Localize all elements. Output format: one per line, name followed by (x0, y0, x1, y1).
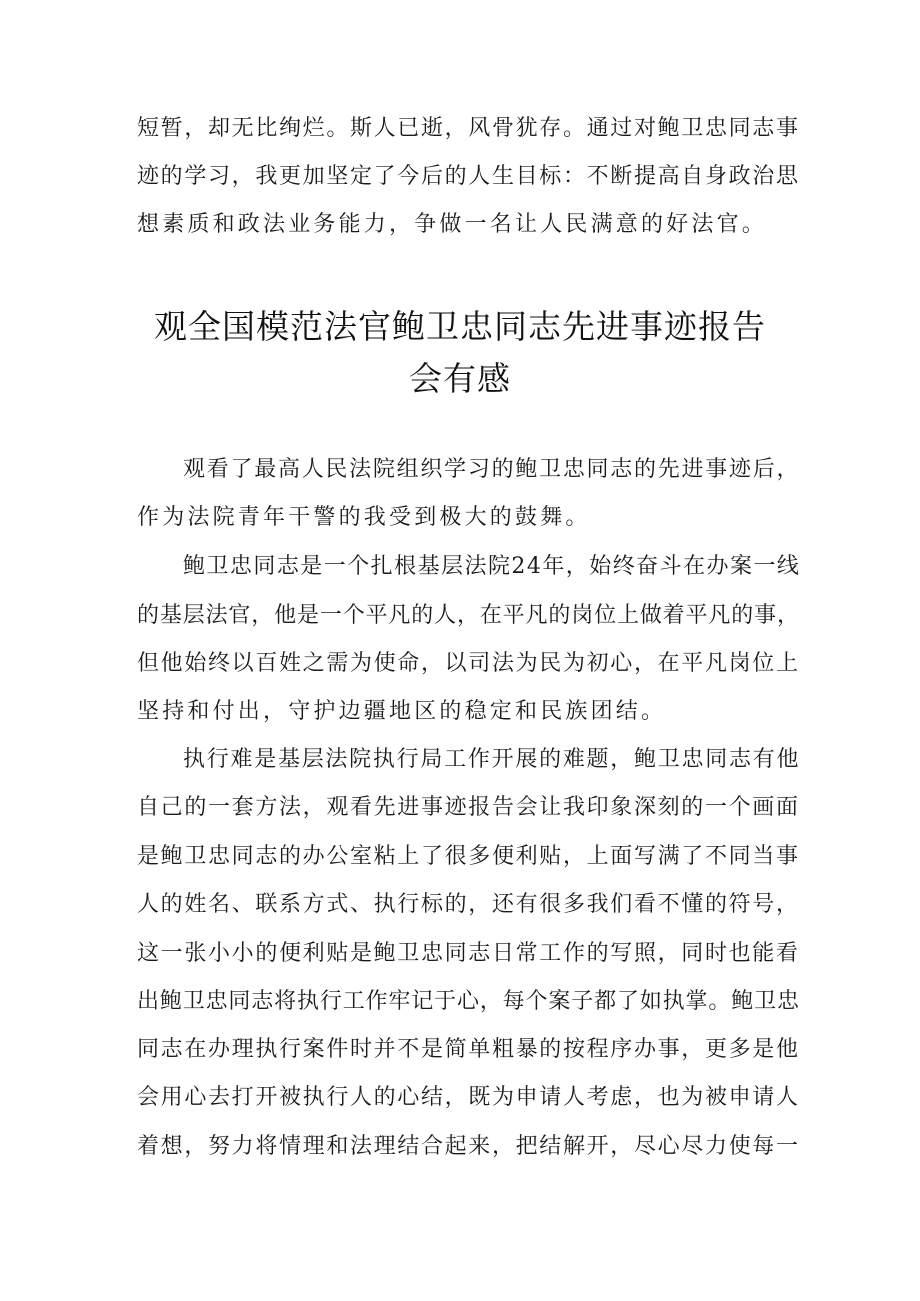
text-line: 作为法院青年干警的我受到极大的鼓舞。 (137, 505, 591, 530)
text-line: 鲍卫忠同志是一个扎根基层法院24年，始终奋斗在办案一线 (183, 554, 801, 579)
text-line: 坚持和付出，守护边疆地区的稳定和民族团结。 (137, 699, 667, 724)
text-line: 同志在办理执行案件时并不是简单粗暴的按程序办事，更多是他 (137, 1037, 800, 1062)
text-line: 这一张小小的便利贴是鲍卫忠同志日常工作的写照，同时也能看 (137, 941, 800, 966)
text-line: 想素质和政法业务能力，争做一名让人民满意的好法官。 (137, 212, 768, 237)
text-line: 自己的一套方法，观看先进事迹报告会让我印象深刻的一个画面 (137, 795, 800, 820)
text-line: 的基层法官，他是一个平凡的人，在平凡的岗位上做着平凡的事， (137, 603, 800, 628)
text-line: 出鲍卫忠同志将执行工作牢记于心，每个案子都了如执掌。鲍卫忠 (137, 989, 800, 1014)
text-line: 会用心去打开被执行人的心结，既为申请人考虑，也为被申请人 (137, 1085, 800, 1110)
title-line: 观全国模范法官鲍卫忠同志先进事迹报告 (154, 307, 766, 346)
text-line: 观看了最高人民法院组织学习的鲍卫忠同志的先进事迹后， (183, 457, 801, 482)
text-line: 短暂，却无比绚烂。斯人已逝，风骨犹存。通过对鲍卫忠同志事 (137, 116, 800, 141)
text-line: 是鲍卫忠同志的办公室粘上了很多便利贴，上面写满了不同当事 (137, 844, 800, 869)
text-line: 执行难是基层法院执行局工作开展的难题，鲍卫忠同志有他 (183, 747, 801, 772)
text-line: 迹的学习，我更加坚定了今后的人生目标：不断提高自身政治思 (137, 164, 800, 189)
text-line: 但他始终以百姓之需为使命，以司法为民为初心，在平凡岗位上 (137, 651, 800, 676)
text-line: 着想，努力将情理和法理结合起来，把结解开，尽心尽力使每一 (137, 1134, 800, 1159)
text-line: 人的姓名、联系方式、执行标的，还有很多我们看不懂的符号， (137, 892, 800, 917)
title-line: 会有感 (409, 359, 511, 398)
